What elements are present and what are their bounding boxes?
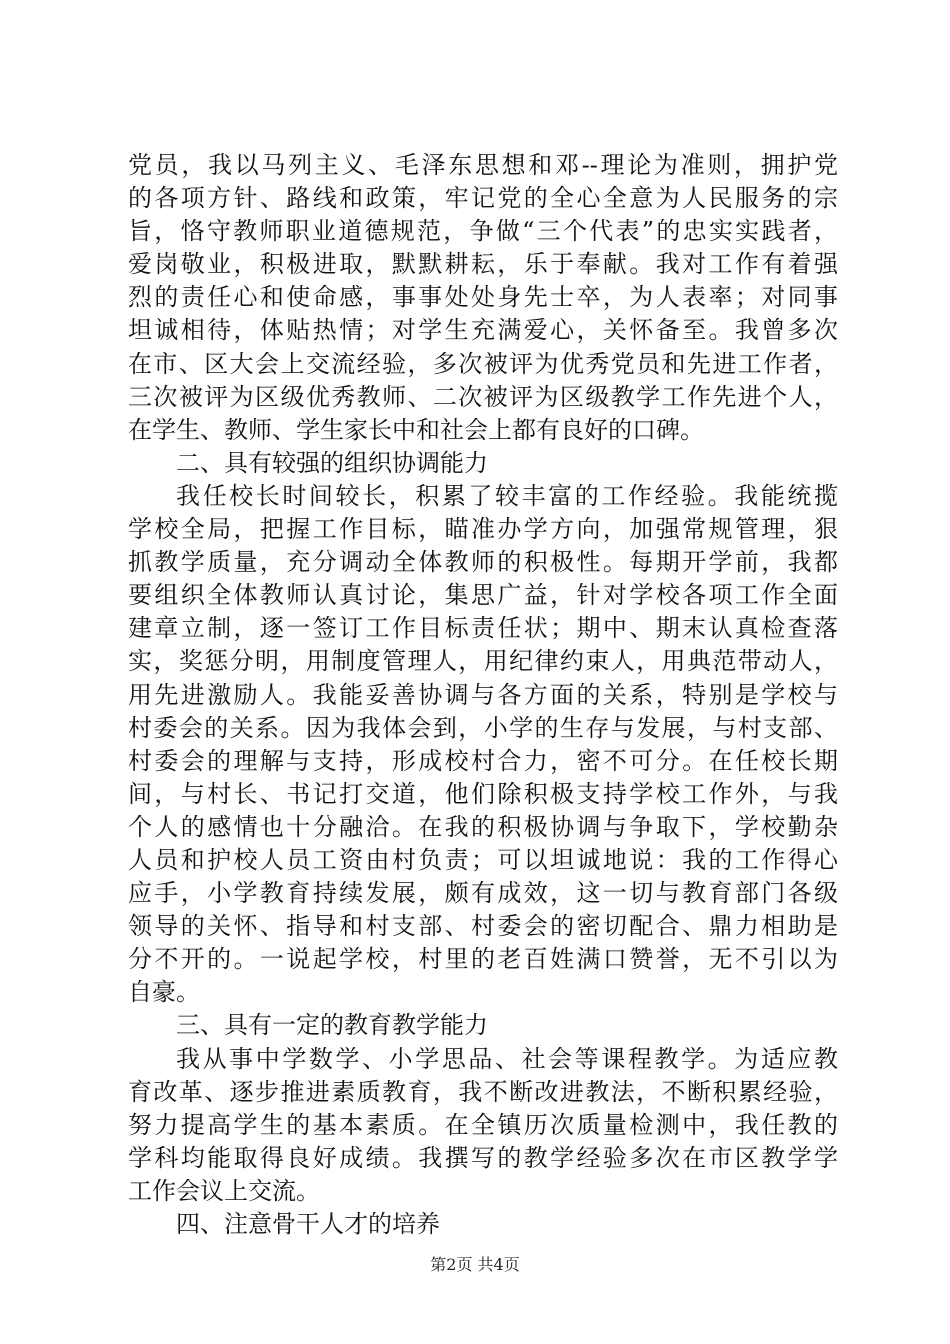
section-heading: 四、注意骨干人才的培养 [176,1210,440,1238]
paragraph-line: 实，奖惩分明，用制度管理人，用纪律约束人，用典范带动人， [128,647,838,676]
paragraph-line: 爱岗敬业，积极进取，默默耕耘，乐于奉献。我对工作有着强 [128,250,838,279]
section-heading: 三、具有一定的教育教学能力 [176,1011,488,1040]
paragraph-line: 分不开的。一说起学校，村里的老百姓满口赞誉，无不引以为 [128,945,838,974]
paragraph-last-line: 自豪。 [128,978,200,1007]
document-body [128,149,838,1241]
paragraph-line: 育改革、逐步推进素质教育，我不断改进教法，不断积累经验， [128,1077,838,1106]
paragraph-line: 努力提高学生的基本素质。在全镇历次质量检测中，我任教的 [128,1110,838,1139]
paragraph-line: 间，与村长、书记打交道，他们除积极支持学校工作外，与我 [128,779,838,808]
paragraph-line: 烈的责任心和使命感，事事处处身先士卒，为人表率；对同事 [128,283,838,312]
section-heading: 二、具有较强的组织协调能力 [176,448,488,477]
paragraph-line: 要组织全体教师认真讨论，集思广益，针对学校各项工作全面 [128,581,838,610]
paragraph-last-line: 工作会议上交流。 [128,1176,320,1205]
paragraph-first-line: 我从事中学数学、小学思品、社会等课程教学。为适应教 [176,1044,838,1073]
paragraph-line: 领导的关怀、指导和村支部、村委会的密切配合、鼎力相助是 [128,912,838,941]
paragraph-last-line: 在学生、教师、学生家长中和社会上都有良好的口碑。 [128,415,704,444]
paragraph-line: 建章立制，逐一签订工作目标责任状；期中、期末认真检查落 [128,614,838,643]
paragraph-line: 旨，恪守教师职业道德规范，争做“三个代表”的忠实实践者， [128,217,838,246]
paragraph-line: 三次被评为区级优秀教师、二次被评为区级教学工作先进个人， [128,382,838,411]
paragraph-line: 坦诚相待，体贴热情；对学生充满爱心，关怀备至。我曾多次 [128,316,838,345]
paragraph-first-line: 我任校长时间较长，积累了较丰富的工作经验。我能统揽 [176,481,838,510]
paragraph-line: 村委会的理解与支持，形成校村合力，密不可分。在任校长期 [128,746,838,775]
paragraph-line: 党员，我以马列主义、毛泽东思想和邓--理论为准则，拥护党 [128,151,838,179]
paragraph-line: 抓教学质量，充分调动全体教师的积极性。每期开学前，我都 [128,548,838,577]
paragraph-line: 个人的感情也十分融洽。在我的积极协调与争取下，学校勤杂 [128,812,838,841]
paragraph-line: 学校全局，把握工作目标，瞄准办学方向，加强常规管理，狠 [128,515,838,544]
paragraph-line: 学科均能取得良好成绩。我撰写的教学经验多次在市区教学学 [128,1143,838,1172]
paragraph-line: 应手，小学教育持续发展，颇有成效，这一切与教育部门各级 [128,879,838,908]
paragraph-line: 的各项方针、路线和政策，牢记党的全心全意为人民服务的宗 [128,184,838,213]
paragraph-line: 用先进激励人。我能妥善协调与各方面的关系，特别是学校与 [128,680,838,709]
paragraph-line: 在市、区大会上交流经验，多次被评为优秀党员和先进工作者， [128,349,838,378]
page-footer: 第2页 共4页 [430,1255,520,1274]
paragraph-line: 人员和护校人员工资由村负责；可以坦诚地说：我的工作得心 [128,845,838,874]
paragraph-line: 村委会的关系。因为我体会到，小学的生存与发展，与村支部、 [128,713,838,742]
